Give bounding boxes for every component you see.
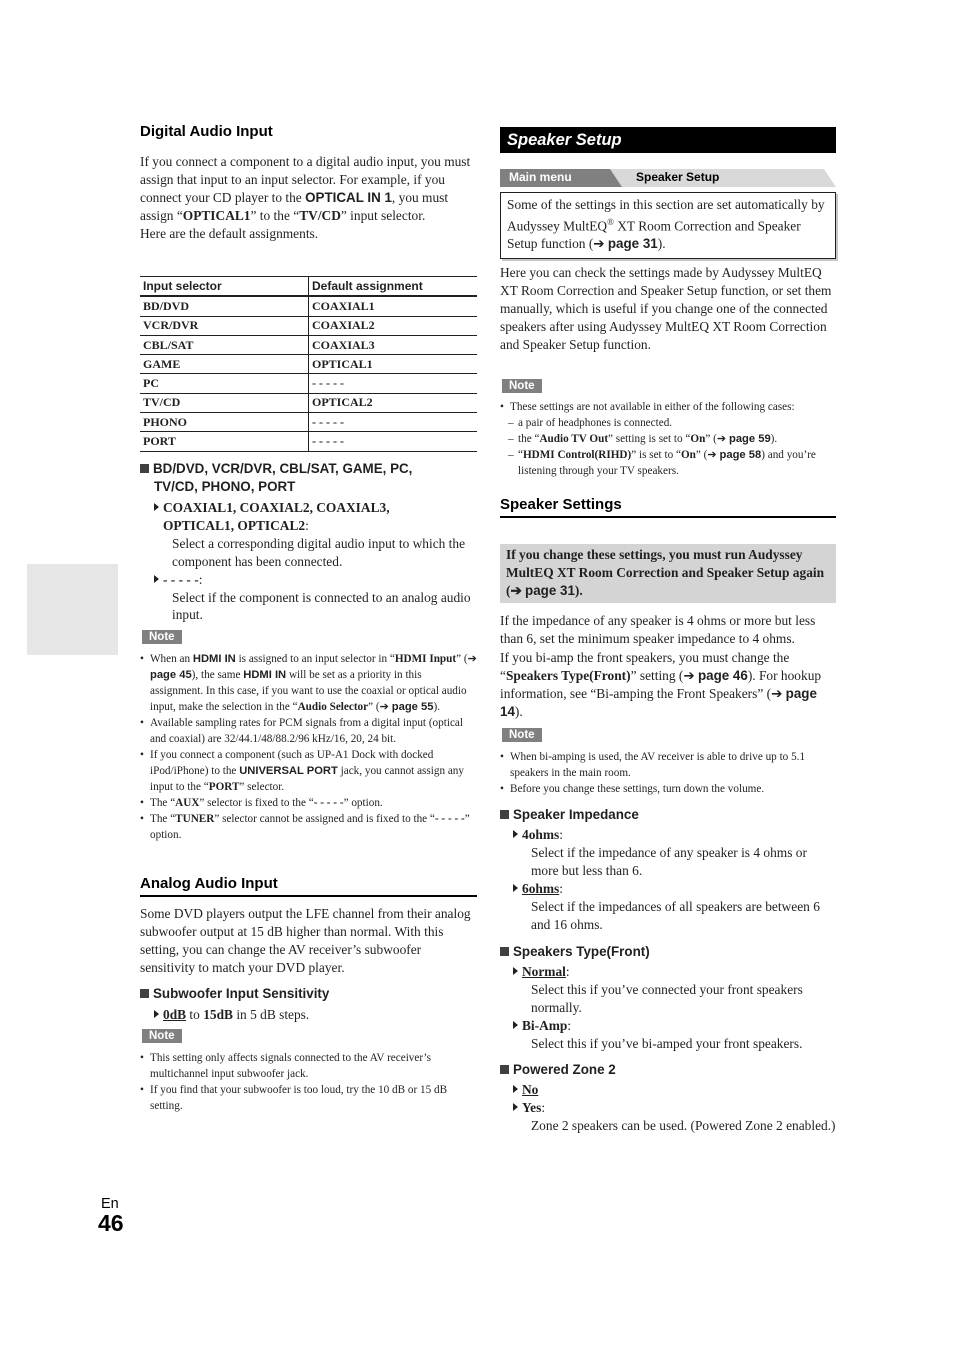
powered-zone2-setting	[500, 1061, 836, 1135]
table-cell: - - - - -	[309, 374, 478, 393]
option-description: Select this if you’ve bi-amped your front speakers.	[531, 1035, 803, 1051]
option-6ohms: 6ohms:	[513, 880, 836, 898]
option-no: No	[513, 1081, 836, 1099]
table-cell: VCR/DVR	[140, 316, 309, 335]
speakers-type-front-title: Speakers Type(Front)	[500, 943, 836, 961]
note-badge: Note	[502, 379, 542, 393]
speaker-setup-title-bar	[500, 127, 836, 153]
triangle-bullet-icon	[513, 884, 518, 892]
language-label: En	[101, 1196, 119, 1212]
option-4ohms: 4ohms:	[513, 826, 836, 844]
subwoofer-range: 0dB to 15dB in 5 dB steps.	[140, 1006, 477, 1024]
table-cell: PC	[140, 374, 309, 393]
speaker-setup-title: Speaker Setup	[507, 131, 622, 149]
table-row	[140, 296, 477, 316]
table-cell: COAXIAL3	[309, 335, 478, 354]
option-none: - - - - -:	[154, 571, 477, 589]
table-cell: TV/CD	[140, 393, 309, 412]
table-row	[140, 374, 477, 393]
option-bi-amp: Bi-Amp:	[513, 1017, 836, 1035]
warning-box: If you change these settings, you must run Audyssey MultEQ XT Room Correction and Speaker Setup again (➔ page 31).	[500, 544, 836, 603]
breadcrumb-item-speaker-setup: Speaker Setup	[636, 170, 720, 184]
speakers-type-front-setting	[500, 943, 836, 1053]
option-description: Select this if you’ve connected your front speakers normally.	[531, 981, 803, 1015]
analog-intro: Some DVD players output the LFE channel from their analog subwoofer output at 15 dB higher than normal. With this setting, you can change the AV receiver’s subwoofer sensitivity to match your DVD player.	[140, 906, 471, 975]
triangle-bullet-icon	[513, 1085, 518, 1093]
speaker-settings-intro	[500, 612, 836, 720]
table-header: Default assignment	[309, 277, 478, 297]
note-badge: Note	[142, 630, 182, 644]
list-item: – “HDMI Control(RIHD)” is set to “On” (➔ page 58) and you’re listening through your TV speakers.	[500, 447, 836, 479]
option-description: Select if the component is connected to an analog audio input.	[172, 589, 471, 623]
breadcrumb-item-main-menu: Main menu	[509, 170, 572, 184]
default-assignment-table	[140, 276, 477, 452]
table-cell: CBL/SAT	[140, 335, 309, 354]
note-badge: Note	[142, 1029, 182, 1043]
table-cell: COAXIAL1	[309, 296, 478, 316]
table-row	[140, 355, 477, 374]
list-item: • When an HDMI IN is assigned to an input selector in “HDMI Input” (➔ page 45), the same HDMI IN will be set as a priority in this assignment. In this case, if you want to use the coaxial or optical audio input, make the selection in the “Audio Selector” (➔ page 55).	[140, 651, 477, 715]
triangle-bullet-icon	[154, 1010, 159, 1018]
speaker-settings-heading: Speaker Settings	[500, 496, 836, 518]
page-number: 46	[98, 1210, 124, 1236]
table-cell: GAME	[140, 355, 309, 374]
option-description: Zone 2 speakers can be used. (Powered Zone 2 enabled.)	[531, 1117, 836, 1133]
analog-notes	[140, 1050, 477, 1114]
table-cell: - - - - -	[309, 413, 478, 432]
triangle-bullet-icon	[154, 575, 159, 583]
list-item: – a pair of headphones is connected.	[500, 415, 836, 431]
table-row	[140, 393, 477, 412]
speaker-settings-notes	[500, 749, 836, 797]
table-row	[140, 413, 477, 432]
square-bullet-icon	[500, 810, 509, 819]
subwoofer-setting	[140, 985, 477, 1024]
list-item: • If you find that your subwoofer is too loud, try the 10 dB or 15 dB setting.	[140, 1082, 477, 1114]
square-bullet-icon	[500, 1065, 509, 1074]
paragraph: If the impedance of any speaker is 4 ohms or more but less than 6, set the minimum speaker impedance to 4 ohms.	[500, 613, 816, 646]
square-bullet-icon	[140, 989, 149, 998]
breadcrumb	[500, 169, 836, 187]
option-description: Select a corresponding digital audio input to which the component has been connected.	[172, 535, 466, 569]
table-row	[140, 335, 477, 354]
square-bullet-icon	[500, 947, 509, 956]
auto-settings-box: Some of the settings in this section are set automatically by Audyssey MultEQ® XT Room Correction and Speaker Setup function (➔ page 31).	[500, 192, 836, 259]
option-yes: Yes:	[513, 1099, 836, 1117]
speaker-impedance-title: Speaker Impedance	[500, 806, 836, 824]
list-item: • The “TUNER” selector cannot be assigned and is fixed to the “- - - - -” option.	[140, 811, 477, 843]
list-item: • The “AUX” selector is fixed to the “- - - - -” option.	[140, 795, 477, 811]
triangle-bullet-icon	[513, 1021, 518, 1029]
digital-audio-input-heading: Digital Audio Input	[140, 123, 273, 140]
list-item: • If you connect a component (such as UP-A1 Dock with docked iPod/iPhone) to the UNIVERSAL PORT jack, you cannot assign any input to the “PORT” selector.	[140, 747, 477, 795]
option-description: Select if the impedance of any speaker is 4 ohms or more but less than 6.	[531, 844, 807, 878]
table-cell: OPTICAL2	[309, 393, 478, 412]
table-header: Input selector	[140, 277, 309, 297]
digital-notes	[140, 651, 477, 843]
speaker-setup-notes	[500, 399, 836, 479]
list-item: • These settings are not available in either of the following cases: – a pair of headphones is connected. – the “Audio TV Out” setting is set to “On” (➔ page 59). – “HDMI Control(RIHD)” is set to “On” (➔ page 58) and you’re listening through your TV speakers.	[500, 399, 836, 479]
selector-settings	[140, 460, 477, 624]
option-description: Select if the impedances of all speakers are between 6 and 16 ohms.	[531, 898, 820, 932]
table-cell: - - - - -	[309, 432, 478, 451]
list-item: • This setting only affects signals connected to the AV receiver’s multichannel input subwoofer jack.	[140, 1050, 477, 1082]
list-item: • Available sampling rates for PCM signals from a digital input (optical and coaxial) are 32/44.1/48/88.2/96 kHz/16, 20, 24 bit.	[140, 715, 477, 747]
powered-zone2-title: Powered Zone 2	[500, 1061, 836, 1079]
table-cell: COAXIAL2	[309, 316, 478, 335]
option-normal: Normal:	[513, 963, 836, 981]
table-header-row	[140, 277, 477, 297]
analog-audio-input-heading: Analog Audio Input	[140, 875, 477, 897]
table-cell: PHONO	[140, 413, 309, 432]
digital-intro: If you connect a component to a digital audio input, you must assign that input to an input selector. For example, if you connect your CD player to the OPTICAL IN 1, you must assign “OPTICAL1” to the “TV/CD” input selector. Here are the default assignments.	[140, 154, 471, 241]
speaker-impedance-setting	[500, 806, 836, 933]
speaker-setup-intro: Here you can check the settings made by Audyssey MultEQ XT Room Correction and Speaker Setup function, or set them manually, which is useful if you change one of the connected speakers after using Audyssey MultEQ XT Room Correction and Speaker Setup function.	[500, 265, 832, 352]
triangle-bullet-icon	[513, 1103, 518, 1111]
table-cell: PORT	[140, 432, 309, 451]
option-coaxial-optical: COAXIAL1, COAXIAL2, COAXIAL3, OPTICAL1, OPTICAL2:	[154, 499, 477, 535]
selector-list-heading: BD/DVD, VCR/DVR, CBL/SAT, GAME, PC, TV/CD, PHONO, PORT	[140, 460, 477, 496]
triangle-bullet-icon	[154, 503, 159, 511]
subwoofer-setting-title: Subwoofer Input Sensitivity	[140, 985, 477, 1003]
list-item: • When bi-amping is used, the AV receiver is able to drive up to 5.1 speakers in the main room.	[500, 749, 836, 781]
table-cell: BD/DVD	[140, 296, 309, 316]
paragraph: If you bi-amp the front speakers, you must change the “Speakers Type(Front)” setting (➔ page 46). For hookup information, see “Bi-amping the Front Speakers” (➔ page 14).	[500, 649, 822, 719]
list-item: • Before you change these settings, turn down the volume.	[500, 781, 836, 797]
list-item: – the “Audio TV Out” setting is set to “On” (➔ page 59).	[500, 431, 836, 447]
table-cell: OPTICAL1	[309, 355, 478, 374]
side-tab	[27, 564, 118, 655]
triangle-bullet-icon	[513, 967, 518, 975]
note-badge: Note	[502, 728, 542, 742]
table-row	[140, 316, 477, 335]
square-bullet-icon	[140, 464, 149, 473]
triangle-bullet-icon	[513, 830, 518, 838]
table-row	[140, 432, 477, 451]
